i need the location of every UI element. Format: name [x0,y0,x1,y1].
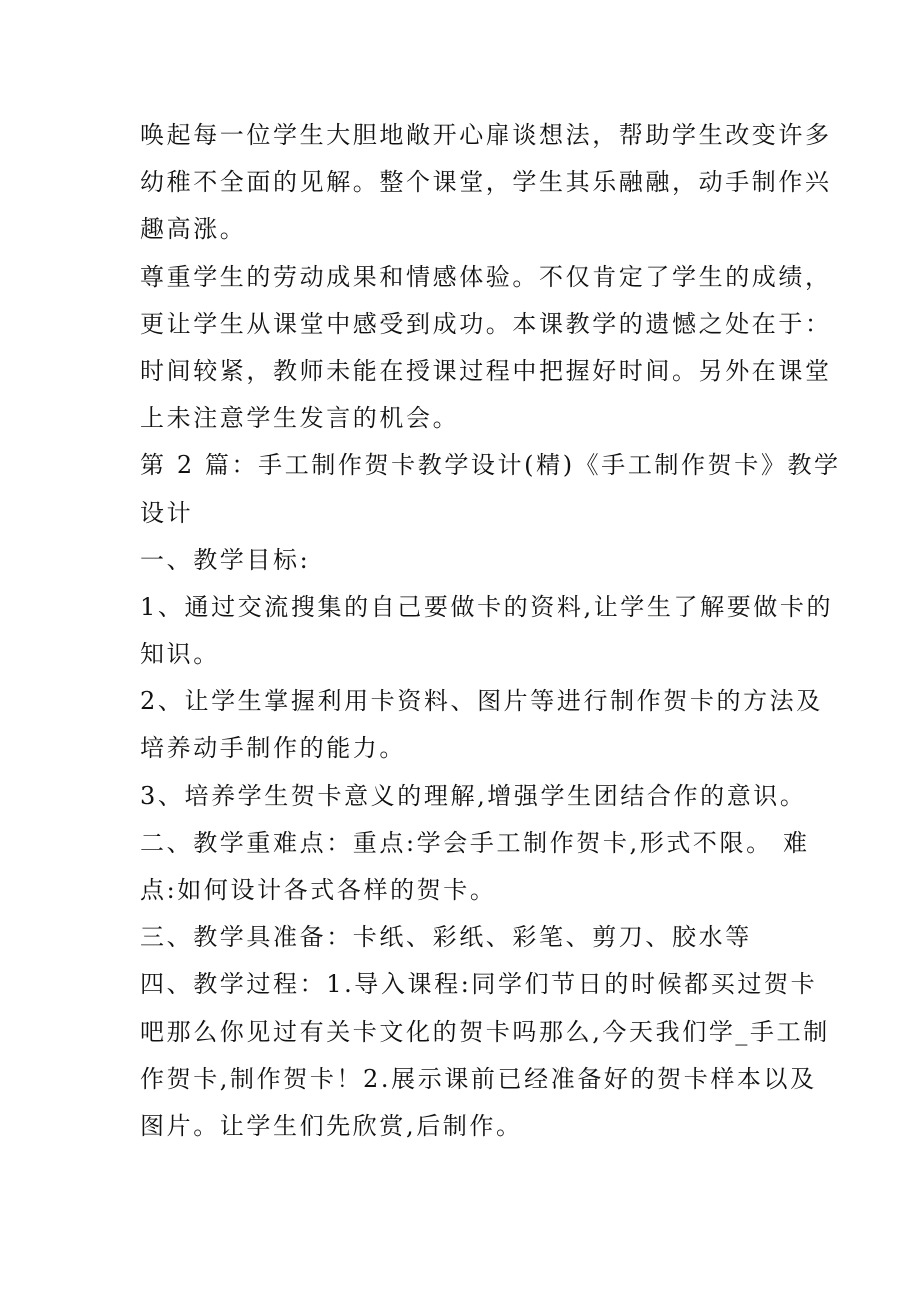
text-line: 尊重学生的劳动成果和情感体验。不仅肯定了学生的成绩， [140,262,832,291]
text-line: 更让学生从课堂中感受到成功。本课教学的遗憾之处在于： [140,309,832,338]
text-line: 图片。让学生们先欣赏,后制作。 [140,1111,523,1140]
text-line: 吧那么你见过有关卡文化的贺卡吗那么,今天我们学_手工制 [140,1017,830,1046]
section-heading: 第 2 篇：手工制作贺卡教学设计(精)《手工制作贺卡》教学 [140,451,841,480]
text-line: 2、让学生掌握利用卡资料、图片等进行制作贺卡的方法及 [140,687,823,716]
text-line: 1、通过交流搜集的自己要做卡的资料,让学生了解要做卡的 [140,592,834,621]
text-line: 作贺卡,制作贺卡！2.展示课前已经准备好的贺卡样本以及 [140,1064,817,1093]
text-line: 二、教学重难点：重点:学会手工制作贺卡,形式不限。 难 [140,828,810,857]
text-line: 趣高涨。 [140,215,247,244]
text-line: 3、培养学生贺卡意义的理解,增强学生团结合作的意识。 [140,781,807,810]
text-line: 幼稚不全面的见解。整个课堂，学生其乐融融，动手制作兴 [140,168,832,197]
text-line: 知识。 [140,640,220,669]
text-line: 点:如何设计各式各样的贺卡。 [140,876,497,904]
text-line: 时间较紧，教师未能在授课过程中把握好时间。另外在课堂 [140,356,832,385]
text-line: 三、教学具准备：卡纸、彩纸、彩笔、剪刀、胶水等 [140,923,752,952]
text-line: 一、教学目标: [140,545,311,574]
document-body [140,112,841,1150]
text-line: 培养动手制作的能力。 [140,734,406,763]
text-line: 四、教学过程：1.导入课程:同学们节日的时候都买过贺卡 [140,970,818,999]
section-heading: 设计 [140,498,194,527]
text-line: 唤起每一位学生大胆地敞开心扉谈想法，帮助学生改变许多 [140,121,832,149]
text-line: 上未注意学生发言的机会。 [140,404,460,433]
